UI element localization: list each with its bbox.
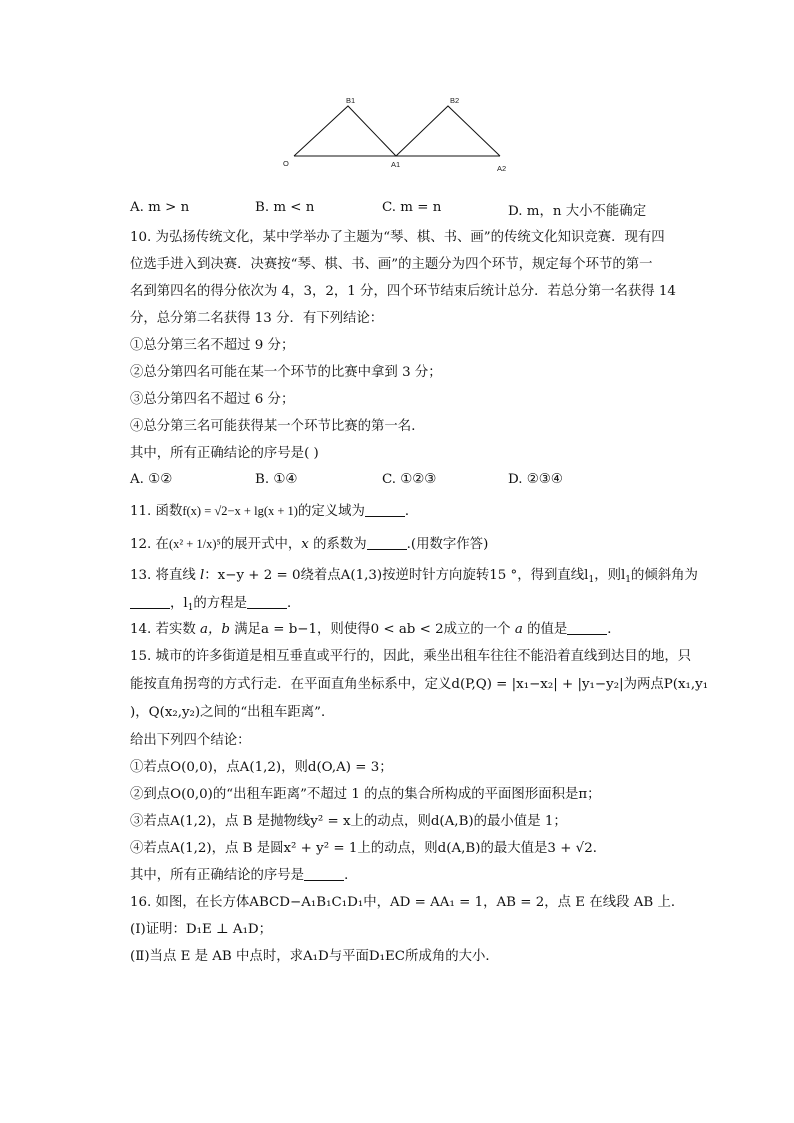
q9-choices <box>130 200 690 220</box>
q9-choice-c[interactable]: C. m = n <box>382 200 442 215</box>
q15-statement: ④若点A(1,2)，点 B 是圆x² + y² = 1上的动点，则d(A,B)的最大值是3 + √2． <box>130 841 607 856</box>
q11-answer-blank[interactable] <box>365 503 405 517</box>
q12-answer-blank[interactable] <box>367 536 407 550</box>
q9-choice-a[interactable]: A. m > n <box>130 200 190 215</box>
q15-answer-blank[interactable] <box>304 867 344 881</box>
q11: 11. 函数f(x) = √2−x + lg(x + 1)的定义域为 ． <box>130 504 419 519</box>
label-b2: B2 <box>450 96 460 105</box>
q15-line: 给出下列四个结论： <box>130 733 251 748</box>
q10-line: 位选手进入到决赛．决赛按“琴、棋、书、画”的主题分为四个环节，规定每个环节的第一 <box>130 257 653 272</box>
q10-choice-d[interactable]: D. ②③④ <box>508 472 563 487</box>
q14: 14. 若实数 a，b 满足a = b−1，则使得0 < ab < 2成立的一个 a 的值是 ． <box>130 622 621 637</box>
q12: 12. 在(x² + 1/x)⁵的展开式中，x 的系数为 .(用数字作答) <box>130 537 489 552</box>
label-a1: A1 <box>391 160 401 169</box>
q9-choice-d[interactable]: D. m，n 大小不能确定 <box>508 204 647 219</box>
q15-line: 能按直角拐弯的方式行走．在平面直角坐标系中，定义d(P,Q) = |x₁−x₂| + |y₁−y₂|为两点P(x₁,y₁ <box>130 677 709 692</box>
q10-line: 10. 为弘扬传统文化，某中学举办了主题为“琴、棋、书、画”的传统文化知识竞赛．现有四 <box>130 230 665 245</box>
q10-choice-b[interactable]: B. ①④ <box>255 472 298 487</box>
q15-statement: ①若点O(0,0)，点A(1,2)，则d(O,A) = 3； <box>130 760 393 775</box>
q10-line: 分，总分第二名获得 13 分．有下列结论： <box>130 311 384 326</box>
q15-statement: ②到点O(0,0)的“出租车距离”不超过 1 的点的集合所构成的平面图形面积是π； <box>130 787 601 802</box>
label-a2: A2 <box>497 164 507 173</box>
q10-choice-c[interactable]: C. ①②③ <box>382 472 437 487</box>
q10-choices <box>130 472 690 492</box>
q15-question: 其中，所有正确结论的序号是 ． <box>130 868 358 883</box>
q10-statement: ③总分第四名不超过 6 分； <box>130 392 295 407</box>
q13-answer-blank-2[interactable] <box>247 595 287 609</box>
q16-part1: (Ⅰ)证明：D₁E ⊥ A₁D； <box>130 922 273 937</box>
q13-line2: ，$l_1$的方程是 ． <box>130 594 300 614</box>
q12-expression: (x² + 1/x)⁵ <box>168 537 221 551</box>
triangle-diagram <box>280 92 520 182</box>
q10-question: 其中，所有正确结论的序号是( ) <box>130 446 319 461</box>
q9-choice-b[interactable]: B. m < n <box>255 200 315 215</box>
q13-answer-blank-1[interactable] <box>130 595 170 609</box>
label-o: O <box>283 159 289 168</box>
q10-statement: ①总分第三名不超过 9 分； <box>130 338 295 353</box>
q10-line: 名到第四名的得分依次为 4，3，2，1 分，四个环节结束后统计总分．若总分第一名获得 14 <box>130 284 676 299</box>
label-b1: B1 <box>346 96 356 105</box>
q11-function: f(x) = √2−x + lg(x + 1) <box>182 504 298 518</box>
q15-line: )，Q(x₂,y₂)之间的“出租车距离”． <box>130 705 335 720</box>
triangle-figure <box>280 92 520 182</box>
q10-choice-a[interactable]: A. ①② <box>130 472 173 487</box>
q16-part2: (Ⅱ)当点 E 是 AB 中点时，求A₁D与平面D₁EC所成角的大小． <box>130 949 499 964</box>
q13-line1: 13. 将直线 l：x−y + 2 = 0绕着点A(1,3)按逆时针方向旋转15 °，得到直线$l_1$，则$l_1$的倾斜角为 <box>130 568 698 585</box>
q15-statement: ③若点A(1,2)，点 B 是抛物线y² = x上的动点，则d(A,B)的最小值是 1； <box>130 814 567 829</box>
q10-statement: ④总分第三名可能获得某一个环节比赛的第一名． <box>130 419 425 434</box>
q10-statement: ②总分第四名可能在某一个环节的比赛中拿到 3 分； <box>130 365 442 380</box>
q14-answer-blank[interactable] <box>567 621 607 635</box>
q16-stem: 16. 如图，在长方体ABCD−A₁B₁C₁D₁中，AD = AA₁ = 1，AB = 2，点 E 在线段 AB 上． <box>130 895 685 910</box>
q15-line: 15. 城市的许多街道是相互垂直或平行的，因此，乘坐出租车往往不能沿着直线到达目的地，只 <box>130 649 692 664</box>
